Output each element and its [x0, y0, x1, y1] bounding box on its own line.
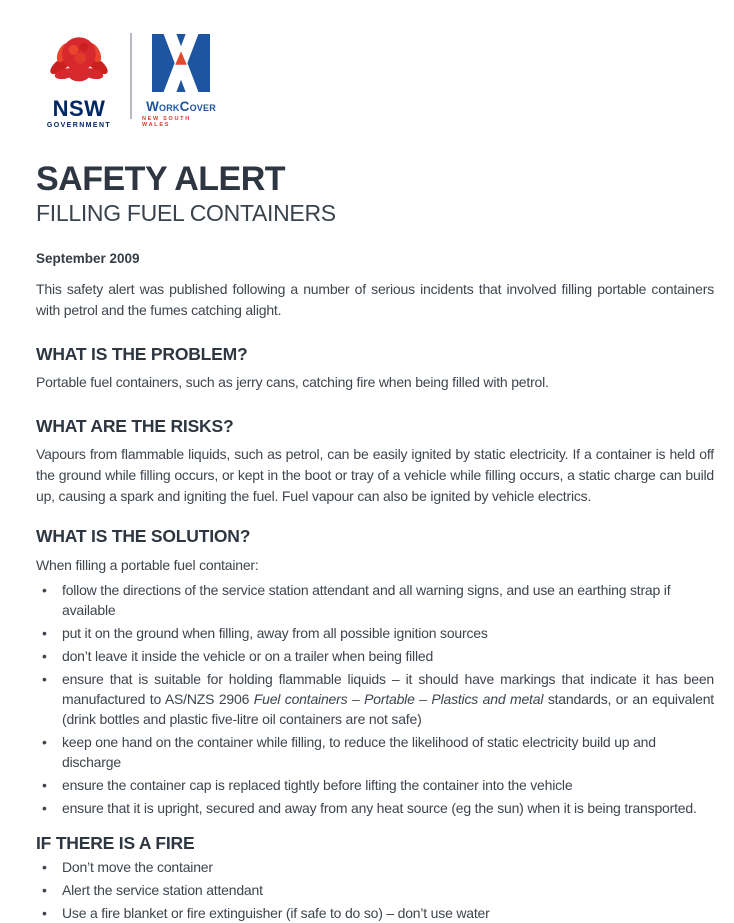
- nsw-logo-subtitle: GOVERNMENT: [46, 122, 112, 129]
- list-item: • don’t leave it inside the vehicle or on a trailer when being filled: [36, 646, 714, 666]
- list-item: • keep one hand on the container while filling, to reduce the likelihood of static electricity build up and discharge: [36, 732, 714, 772]
- solution-heading: WHAT IS THE SOLUTION?: [36, 526, 251, 547]
- section-problem: [36, 345, 714, 393]
- list-item: • Alert the service station attendant: [36, 880, 714, 900]
- workcover-logo: [142, 34, 220, 128]
- section-risks: [36, 417, 714, 507]
- intro-paragraph: This safety alert was published following a number of serious incidents that involved filling portable containers with petrol and the fumes catching alight.: [36, 280, 714, 318]
- bullet-text-italic: Fuel containers – Portable – Plastics and metal: [253, 690, 544, 707]
- waratah-icon: [44, 30, 114, 97]
- publication-date: September 2009: [36, 250, 140, 266]
- header-logos: [36, 30, 714, 130]
- solution-intro: When filling a portable fuel container:: [36, 556, 259, 573]
- workcover-logo-subtitle: NEW SOUTH WALES: [142, 115, 191, 128]
- workcover-logo-title: WorkCover: [146, 99, 216, 114]
- fire-heading: IF THERE IS A FIRE: [36, 832, 195, 853]
- page-title: SAFETY ALERT: [36, 160, 286, 198]
- workcover-mark-icon: [152, 34, 210, 97]
- risks-body: Vapours from flammable liquids, such as petrol, can be easily ignited by static electricity. If a container is held off the ground while filling occurs, or kept in the boot or tray of a vehicle while filling occurs, a static charge can build up, causing a spark and igniting the fuel. Fuel vapour can also be ignited by vehicle electrics.: [36, 446, 714, 505]
- list-item: • ensure the container cap is replaced tightly before lifting the container into the vehicle: [36, 775, 714, 795]
- fire-bullet-list: [36, 857, 714, 923]
- nsw-logo-title: NSW: [52, 96, 106, 121]
- logo-divider: [130, 33, 132, 119]
- page-subtitle: FILLING FUEL CONTAINERS: [36, 199, 336, 226]
- solution-bullet-list: [36, 580, 714, 818]
- list-item: • follow the directions of the service station attendant and all warning signs, and use an earthing strap if available: [36, 580, 714, 620]
- list-item: [36, 669, 714, 729]
- section-fire: [36, 834, 714, 923]
- list-item: • Don’t move the container: [36, 857, 714, 877]
- bullet-text: standards, or an equivalent (drink bottles and plastic five-litre oil containers are not safe): [62, 690, 714, 727]
- problem-heading: WHAT IS THE PROBLEM?: [36, 343, 248, 364]
- problem-body: Portable fuel containers, such as jerry cans, catching fire when being filled with petrol.: [36, 374, 549, 391]
- list-item: • Use a fire blanket or fire extinguisher (if safe to do so) – don’t use water: [36, 903, 714, 923]
- risks-heading: WHAT ARE THE RISKS?: [36, 416, 234, 437]
- list-item: • ensure that it is upright, secured and away from any heat source (eg the sun) when it is being transported.: [36, 798, 714, 818]
- section-solution: [36, 527, 714, 817]
- list-item: • put it on the ground when filling, away from all possible ignition sources: [36, 623, 714, 643]
- bullet-text: ensure that is suitable for holding flammable liquids – it should have markings that indicate it has been manufactured to AS/NZS 2906: [62, 670, 714, 707]
- nsw-government-logo: [36, 30, 122, 129]
